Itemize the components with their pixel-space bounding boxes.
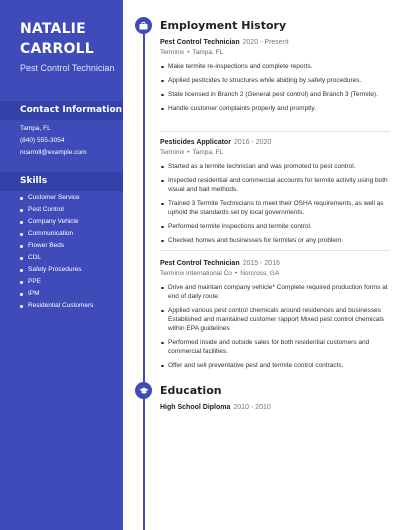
job-location: Tampa, FL: [192, 149, 224, 156]
job-location: Tampa, FL: [192, 49, 224, 56]
skill-item: Safety Procedures: [20, 264, 93, 276]
briefcase-icon: [135, 17, 152, 34]
skill-item: Company Vehicle: [20, 216, 93, 228]
job-bullets: [160, 162, 390, 245]
job-divider: [160, 250, 390, 251]
job-bullet: Inspected residential and commercial accounts for termite activity using both visual and bait methods.: [160, 176, 390, 194]
candidate-name: [20, 19, 120, 59]
job-bullet: Performed inside and outside sales for both residential customers and commercial facilities.: [160, 338, 390, 356]
timeline-line: [143, 26, 145, 530]
job-bullet: State licensed in Branch 2 (General pest control) and Branch 3 (Termite).: [160, 90, 390, 99]
job-bullet: Checked homes and businesses for termites or any problem.: [160, 236, 390, 245]
job-entry: Pest Control Technician 2015 - 2016 Terminix International Co • Norcross, GA Drive and maintain company vehicle* Complete required production forms at end of daily route. Applied various pest control chemicals around residences and businesses Established and maintained customer rapport Mixed pest control chemicals within EPA guidelines Performed inside and outside sales for both residential customers and commercial facilities. Offer and sell preventative pest and termite control contracts.: [160, 259, 390, 375]
job-bullet: Applied various pest control chemicals around residences and businesses Established and maintained customer rapport Mixed pest control chemicals within EPA guidelines: [160, 306, 390, 333]
skill-item: IPM: [20, 288, 93, 300]
graduation-cap-icon: [135, 382, 152, 399]
job-bullet: Handle customer complaints properly and promptly.: [160, 104, 390, 113]
sidebar: [0, 0, 123, 530]
education-heading: Education: [160, 384, 222, 397]
job-bullet: Trained 3 Termite Technicians to meet their OSHA requirements, as well as uphold the standards set by local governments.: [160, 199, 390, 217]
job-dates: 2015 - 2016: [242, 260, 280, 267]
contact-location: Tampa, FL: [20, 125, 51, 132]
job-bullet: Started as a termite technician and was promoted to pest control.: [160, 162, 390, 171]
skill-item: Customer Service: [20, 192, 93, 204]
contact-email: ncarroll@example.com: [20, 149, 87, 156]
last-name: CARROLL: [20, 41, 94, 57]
employment-heading: Employment History: [160, 19, 287, 32]
job-title: Pesticides Applicator: [160, 139, 231, 146]
job-bullets: [160, 62, 390, 113]
skill-item: Communication: [20, 228, 93, 240]
degree-dates: 2010 - 2010: [233, 404, 271, 411]
skills-list: [20, 192, 93, 312]
job-company: Terminix: [160, 149, 185, 156]
job-dates: 2020 - Present: [242, 39, 289, 46]
job-bullet: Make termite re-inspections and complete reports.: [160, 62, 390, 71]
job-entry: Pesticides Applicator 2016 - 2020 Terminix • Tampa, FL Started as a termite technician and was promoted to pest control. Inspected residential and commercial accounts for termite activity using both visual and bait methods. Trained 3 Termite Technicians to meet their OSHA requirements, as well as uphold the standards set by local governments. Performed termite inspections and termite control. Checked homes and businesses for termites or any problem.: [160, 138, 390, 250]
contact-heading: Contact Information: [0, 101, 123, 120]
skills-heading: Skills: [0, 172, 123, 191]
candidate-title: Pest Control Technician: [20, 63, 115, 73]
job-title: Pest Control Technician: [160, 39, 240, 46]
job-bullet: Drive and maintain company vehicle* Complete required production forms at end of daily route.: [160, 283, 390, 301]
job-entry: Pest Control Technician 2020 - Present Terminix • Tampa, FL Make termite re-inspections and complete reports. Applied pesticides to structures while abiding by safety procedures. State licensed in Branch 2 (General pest control) and Branch 3 (Termite). Handle customer complaints properly and promptly.: [160, 38, 390, 118]
job-bullets: [160, 283, 390, 370]
job-dates: 2016 - 2020: [233, 139, 272, 146]
skill-item: CDL: [20, 252, 93, 264]
skill-item: Flower Beds: [20, 240, 93, 252]
skill-item: Residential Customers: [20, 300, 93, 312]
degree-title: High School Diploma: [160, 404, 231, 411]
contact-phone: (840) 555-3054: [20, 137, 65, 144]
job-bullet: Performed termite inspections and termite control.: [160, 222, 390, 231]
job-bullet: Offer and sell preventative pest and termite control contracts.: [160, 361, 390, 370]
skill-item: Pest Control: [20, 204, 93, 216]
first-name: NATALIE: [20, 21, 86, 37]
job-bullet: Applied pesticides to structures while abiding by safety procedures.: [160, 76, 390, 85]
education-entry: [160, 403, 390, 412]
job-title: Pest Control Technician: [160, 260, 240, 267]
job-location: Norcross, GA: [240, 270, 280, 277]
job-divider: [160, 131, 390, 132]
job-company: Terminix International Co: [160, 270, 232, 277]
job-company: Terminix: [160, 49, 185, 56]
skill-item: PPE: [20, 276, 93, 288]
